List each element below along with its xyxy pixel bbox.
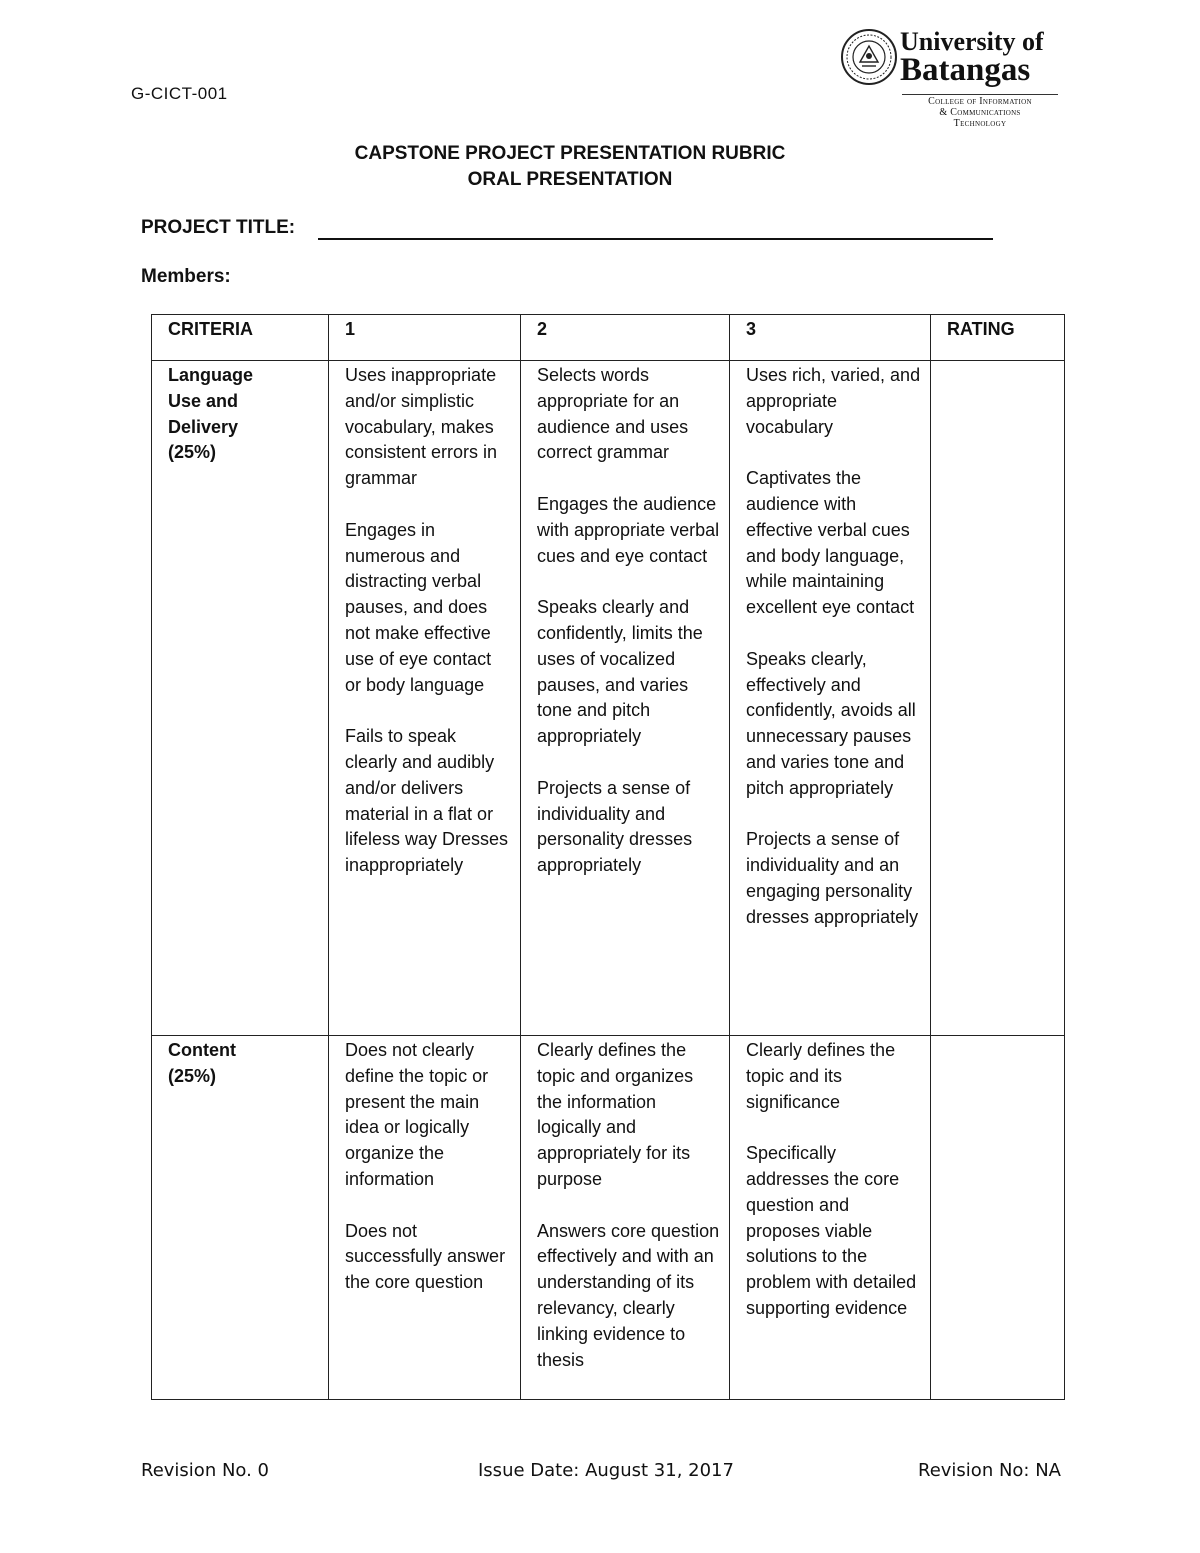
level-2-description: Clearly defines the topic and organizes the information logically and appropriately for its purpose Answers core question effectively and with an understanding of its relevancy, clearly linking evidence to thesis (521, 1036, 730, 1400)
table-header-row (152, 315, 1065, 361)
rating-cell[interactable] (931, 1036, 1065, 1400)
level-2-description: Selects words appropriate for an audience and uses correct grammar Engages the audience with appropriate verbal cues and eye contact Speaks clearly and confidently, limits the uses of vocalized pauses, and varies tone and pitch appropriately Projects a sense of individuality and personality dresses appropriately (521, 361, 730, 1036)
header-level-1: 1 (329, 315, 521, 361)
table-row (152, 1036, 1065, 1400)
level-1-description: Uses inappropriate and/or simplistic vocabulary, makes consistent errors in grammar Engages in numerous and distracting verbal pauses, and does not make effective use of eye contact or body language Fails to speak clearly and audibly and/or delivers material in a flat or lifeless way Dresses inappropriately (329, 361, 521, 1036)
page-title: CAPSTONE PROJECT PRESENTATION RUBRIC (354, 143, 786, 164)
university-logo (840, 28, 1062, 128)
level-3-description: Uses rich, varied, and appropriate vocabulary Captivates the audience with effective verbal cues and body language, while maintaining excellent eye contact Speaks clearly, effectively and confidently, avoids all unnecessary pauses and varies tone and pitch appropriately Projects a sense of individuality and an engaging personality dresses appropriately (730, 361, 931, 1036)
level-3-description: Clearly defines the topic and its significance Specifically addresses the core question and proposes viable solutions to the problem with detailed supporting evidence (730, 1036, 931, 1400)
header-rating: RATING (931, 315, 1065, 361)
footer-issue-date: Issue Date: August 31, 2017 (478, 1460, 734, 1481)
header-criteria: CRITERIA (152, 315, 329, 361)
header-level-3: 3 (730, 315, 931, 361)
logo-university-of: University of (900, 27, 1044, 56)
document-code: G-CICT-001 (131, 84, 228, 103)
project-title-label: PROJECT TITLE: (141, 217, 296, 238)
criteria-content: Content (25%) (152, 1036, 329, 1400)
logo-college-name: College of Information & Communications Technology (928, 96, 1032, 129)
logo-divider (902, 94, 1058, 95)
page-subtitle: ORAL PRESENTATION (467, 169, 673, 190)
footer-revision-right: Revision No: NA (918, 1460, 1061, 1481)
university-seal-icon (840, 28, 898, 86)
project-title-blank-line (318, 238, 993, 240)
rating-cell[interactable] (931, 361, 1065, 1036)
members-label: Members: (141, 266, 231, 287)
footer-revision: Revision No. 0 (141, 1460, 270, 1481)
rubric-table (151, 314, 1065, 1400)
table-row (152, 361, 1065, 1036)
level-1-description: Does not clearly define the topic or present the main idea or logically organize the information Does not successfully answer the core question (329, 1036, 521, 1400)
criteria-language-use-delivery: Language Use and Delivery (25%) (152, 361, 329, 1036)
header-level-2: 2 (521, 315, 730, 361)
logo-batangas: Batangas (900, 52, 1031, 88)
